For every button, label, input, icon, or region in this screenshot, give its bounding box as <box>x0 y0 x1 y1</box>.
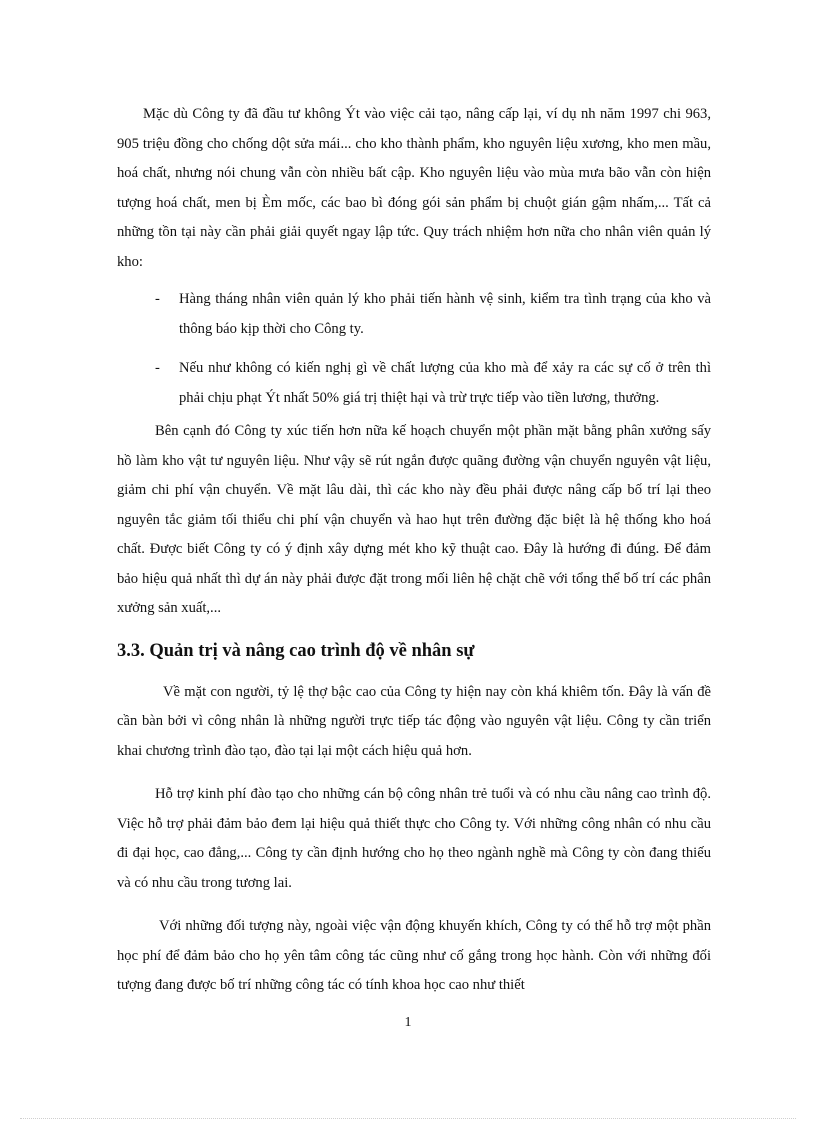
bullet-dash: - <box>155 291 160 307</box>
paragraph-relocation-plan: Bên cạnh đó Công ty xúc tiến hơn nữa kế hoạch chuyển một phần mặt bằng phân xưởng sấy hồ làm kho vật tư nguyên liệu. Như vậy sẽ rút ngắn được quãng đường vận chuyển nguyên vật liệu, giảm chi phí vận chuyển. Về mặt lâu dài, thì các kho này đều phải được nâng cấp bố trí lại theo nguyên tắc giảm tối thiểu chi phí vận chuyển và hao hụt trên đường đặc biệt là hệ thống kho hoá chất. Được biết Công ty có ý định xây dựng mét kho kỹ thuật cao. Đây là hướng đi đúng. Để đảm bảo hiệu quả nhất thì dự án này phải được đặt trong mối liên hệ chặt chẽ với tổng thể bố trí các phân xưởng sản xuất,... <box>117 423 711 616</box>
paragraph-human-resources: Về mặt con người, tỷ lệ thợ bậc cao của Công ty hiện nay còn khá khiêm tốn. Đây là vấn đề cần bàn bởi vì công nhân là những người trực tiếp tác động vào nguyên vật liệu. Công ty cần triển khai chương trình đào tạo, đào tại lại một cách hiệu quả hơn. <box>117 683 711 759</box>
bullet-dash: - <box>155 360 160 376</box>
section-heading: 3.3. Quản trị và nâng cao trình độ về nhân sự <box>117 640 475 661</box>
bullet-item <box>117 285 711 344</box>
bullet-text: Nếu như không có kiến nghị gì về chất lượng của kho mà để xảy ra các sự cố ở trên thì phải chịu phạt Ýt nhất 50% giá trị thiệt hại và trừ trực tiếp vào tiền lương, thưởng. <box>179 360 711 406</box>
page-bottom-divider <box>20 1118 796 1119</box>
paragraph-warehouse-upgrade: Mặc dù Công ty đã đầu tư không Ýt vào việc cải tạo, nâng cấp lại, ví dụ nh năm 1997 chi 963, 905 triệu đồng cho chống dột sửa mái... cho kho thành phẩm, kho nguyên liệu xương, kho men mầu, hoá chất, nhưng nói chung vẫn còn nhiều bất cập. Kho nguyên liệu vào mùa mưa bão vẫn còn hiện tượng hoá chất, men bị Èm mốc, các bao bì đóng gói sản phẩm bị chuột gián gậm nhấm,... Tất cả những tồn tại này cần phải giải quyết ngay lập tức. Quy trách nhiệm hơn nữa cho nhân viên quản lý kho: <box>117 106 711 270</box>
bullet-text: Hàng tháng nhân viên quản lý kho phải tiến hành vệ sinh, kiểm tra tình trạng của kho và thông báo kịp thời cho Công ty. <box>179 291 711 337</box>
page-number: 1 <box>404 1015 412 1030</box>
bullet-item <box>117 354 711 413</box>
paragraph-tuition-support: Với những đối tượng này, ngoài việc vận động khuyến khích, Công ty có thể hỗ trợ một phần học phí để đảm bảo cho họ yên tâm công tác cũng như cố gắng trong học hành. Còn với những đối tượng đang được bố trí những công tác có tính khoa học cao như thiết <box>117 918 711 993</box>
paragraph-training-support: Hỗ trợ kinh phí đào tạo cho những cán bộ công nhân trẻ tuổi và có nhu cầu nâng cao trình độ. Việc hỗ trợ phải đảm bảo đem lại hiệu quả thiết thực cho Công ty. Với những công nhân có nhu cầu đi đại học, cao đẳng,... Công ty cần định hướng cho họ theo ngành nghề mà Công ty còn đang thiếu và có nhu cầu trong tương lai. <box>117 786 711 891</box>
page-content <box>117 100 711 1001</box>
